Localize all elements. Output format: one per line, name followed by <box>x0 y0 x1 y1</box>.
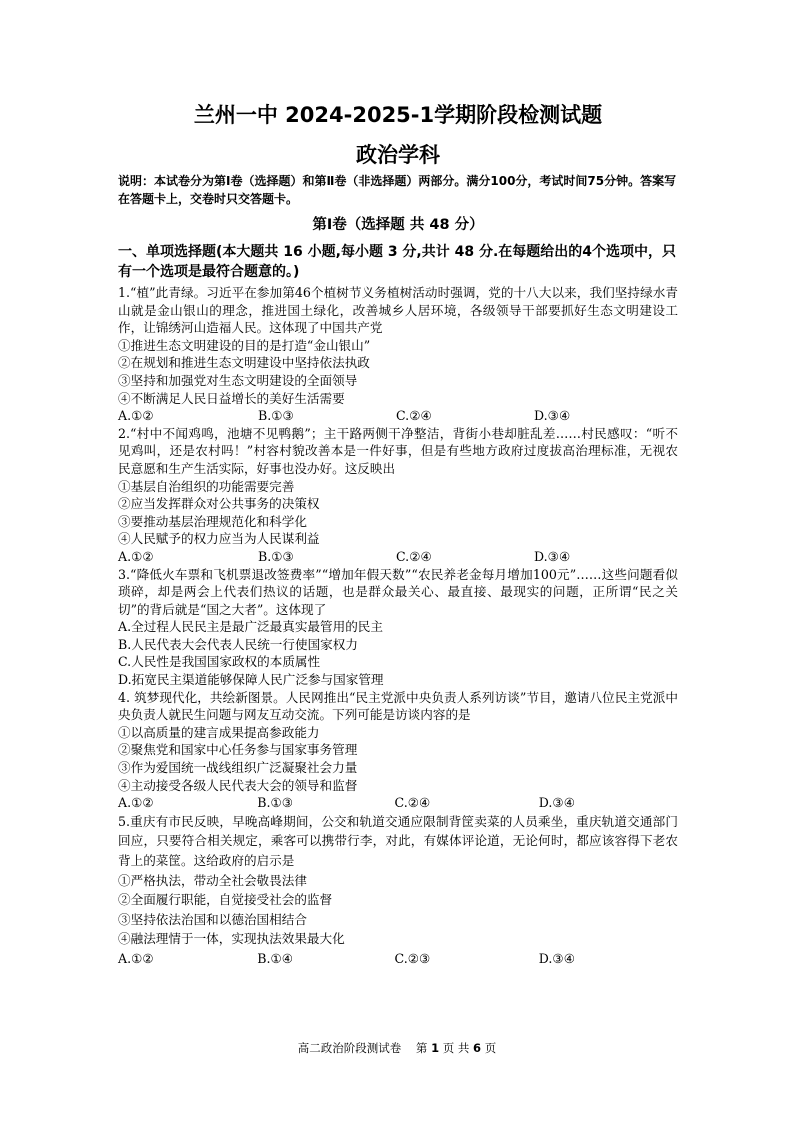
choice-c: C.②④ <box>396 548 432 564</box>
choice-d: D.③④ <box>538 950 575 966</box>
choice-b: B.人民代表大会代表人民统一行使国家权力 <box>118 636 358 652</box>
statement: ③坚持依法治国和以德治国相结合 <box>118 911 307 927</box>
choice-d: D.③④ <box>538 795 575 811</box>
statement: ①严格执法，带动全社会敬畏法律 <box>118 872 307 888</box>
question-stem: 1.“植”此青绿。习近平在参加第46个植树节义务植树活动时强调，党的十八大以来，我们坚持绿水青山就是金山银山的理念，推进国土绿化，改善城乡人居环境，各级领导干部要抓好生态文明建设工作，让锦绣河山造福人民。这体现了中国共产党 <box>118 285 678 336</box>
footer-page-current: 1 <box>431 1041 440 1055</box>
statement: ①推进生态文明建设的目的是打造“金山银山” <box>118 337 371 353</box>
statement: ②在规划和推进生态文明建设中坚持依法执政 <box>118 355 370 371</box>
choice-c: C.②③ <box>394 950 431 966</box>
question-4 <box>118 689 678 812</box>
statement: ②应当发挥群众对公共事务的决策权 <box>118 496 320 512</box>
statement: ①以高质量的建言成果提高参政能力 <box>118 724 320 740</box>
statement: ③坚持和加强党对生态文明建设的全面领导 <box>118 372 358 388</box>
question-stem: 4. 筑梦现代化，共绘新图景。人民网推出“民主党派中央负责人系列访谈”节目，邀请八位民主党派中央负责人就民生问题与网友互动交流。下列可能是访谈内容的是 <box>118 689 678 723</box>
question-2 <box>118 425 678 566</box>
page-footer <box>0 1040 794 1056</box>
choice-c: C.人民性是我国国家政权的本质属性 <box>118 654 321 670</box>
question-3 <box>118 566 678 689</box>
choice-a: A.①② <box>118 548 154 564</box>
part-heading: 一、单项选择题(本大题共 16 小题,每小题 3 分,共计 48 分.在每题给出的4个选项中，只有一个选项是最符合题意的。) <box>118 244 677 280</box>
question-stem: 5.重庆有市民反映，早晚高峰期间，公交和轨道交通应限制背筐卖菜的人员乘坐，重庆轨道交通部门回应，只要符合相关规定，乘客可以携带行李，对此，有媒体评论道，无论何时，都应该容得下老农背上的菜筐。这给政府的启示是 <box>118 813 678 868</box>
statement: ④主动接受各级人民代表大会的领导和监督 <box>118 777 358 793</box>
statement: ④人民赋予的权力应当为人民谋利益 <box>118 531 320 547</box>
instructions: 说明：本试卷分为第Ⅰ卷（选择题）和第Ⅱ卷（非选择题）两部分。满分100分，考试时间75分钟。答案写在答题卡上，交卷时只交答题卡。 <box>118 174 677 206</box>
exam-title: 兰州一中 2024-2025-1学期阶段检测试题 <box>193 103 603 127</box>
answer-choices <box>118 949 678 969</box>
choice-c: C.②④ <box>394 795 431 811</box>
statement: ④不断满足人民日益增长的美好生活需要 <box>118 390 345 406</box>
statement: ③作为爱国统一战线组织广泛凝聚社会力量 <box>118 760 358 776</box>
footer-page-pre: 第 <box>415 1041 428 1055</box>
footer-page-mid: 页 共 <box>442 1041 470 1055</box>
choice-c: C.②④ <box>396 408 432 424</box>
statement: ①基层自治组织的功能需要完善 <box>118 478 295 494</box>
choice-a: A.①② <box>118 408 154 424</box>
section-title: 第Ⅰ卷（选择题 共 48 分） <box>312 217 484 233</box>
choice-b: B.①③ <box>258 408 294 424</box>
answer-choices <box>118 794 678 812</box>
question-stem: 2.“村中不闻鸡鸣，池塘不见鸭鹅”；主干路两侧干净整洁，背街小巷却脏乱差……村民感叹：“听不见鸡叫，还是农村吗！”村容村貌改善本是一件好事，但是有些地方政府过度拔高治理标准，无视农民意愿和生产生活实际，好事也没办好。这反映出 <box>118 425 678 476</box>
choice-b: B.①④ <box>257 950 294 966</box>
choice-a: A.①② <box>118 795 154 811</box>
choice-a: A.全过程人民民主是最广泛最真实最管用的民主 <box>118 619 383 635</box>
choice-d: D.拓宽民主渠道能够保障人民广泛参与国家管理 <box>118 672 384 688</box>
choice-b: B.①③ <box>257 795 294 811</box>
question-1 <box>118 284 678 425</box>
choice-b: B.①③ <box>258 548 294 564</box>
statement: ④融法理情于一体，实现执法效果最大化 <box>118 931 345 947</box>
exam-page <box>118 100 678 969</box>
question-stem: 3.“降低火车票和飞机票退改签费率”“增加年假天数”“农民养老金每月增加100元”……这些问题看似琐碎，却是两会上代表们热议的话题，也是群众最关心、最直接、最现实的问题，正所谓“民之关切”的背后就是“国之大者”。这体现了 <box>118 566 678 617</box>
choice-d: D.③④ <box>534 548 571 564</box>
choice-d: D.③④ <box>534 408 571 424</box>
statement: ③要推动基层治理规范化和科学化 <box>118 513 307 529</box>
statement: ②全面履行职能，自觉接受社会的监督 <box>118 892 333 908</box>
choice-a: A.①② <box>118 950 154 966</box>
footer-page-post: 页 <box>484 1041 497 1055</box>
footer-page-total: 6 <box>473 1041 482 1055</box>
answer-choices <box>118 548 678 566</box>
subject-title: 政治学科 <box>356 143 440 167</box>
footer-course: 高二政治阶段测试卷 <box>297 1041 402 1055</box>
statement: ②聚焦党和国家中心任务参与国家事务管理 <box>118 742 358 758</box>
question-5 <box>118 812 678 969</box>
answer-choices <box>118 407 678 425</box>
